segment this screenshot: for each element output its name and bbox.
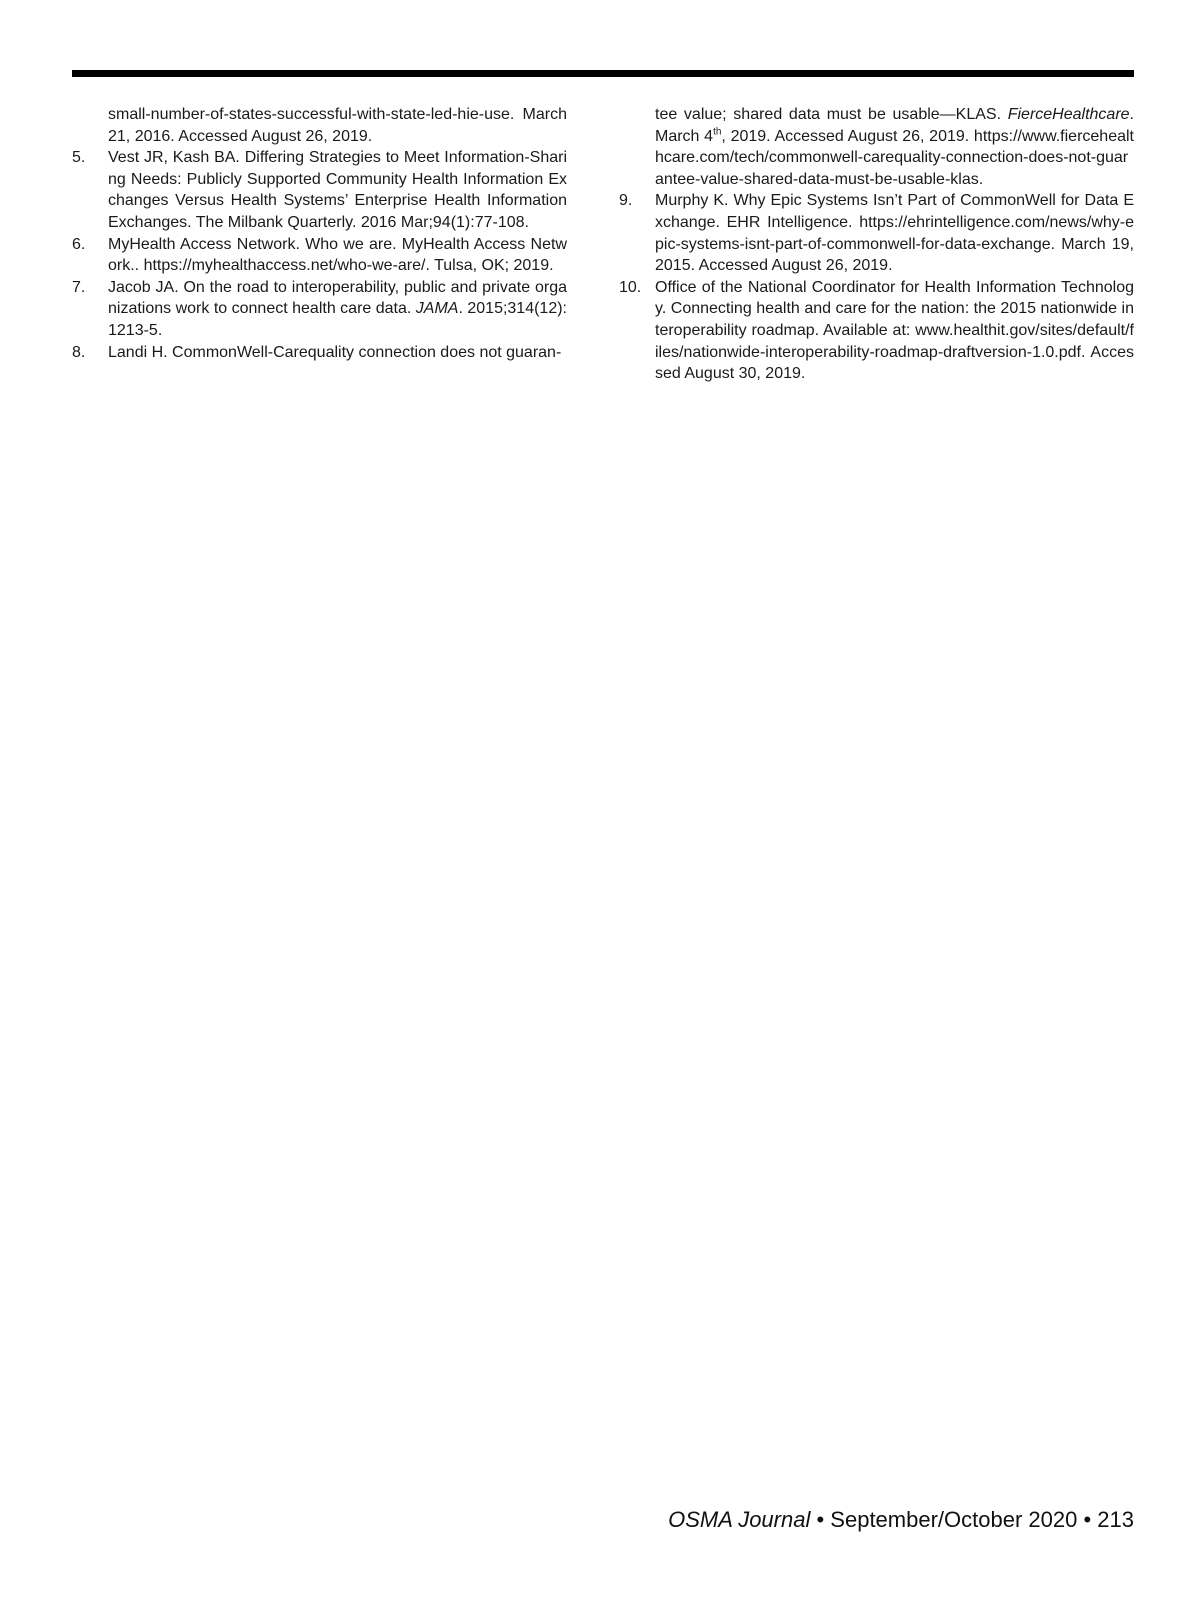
footer-separator: • <box>810 1507 831 1532</box>
reference-text: Vest JR, Kash BA. Differing Strategies to Meet Information-Sharing Needs: Publicly Supported Community Health Information Exchanges Versus Health Systems’ Enterprise Health Information Exchanges. The Milbank Quarterly. 2016 Mar;94(1):77-108. <box>108 149 567 231</box>
page-footer <box>668 1507 1134 1533</box>
reference-6 <box>72 234 567 277</box>
reference-text: Office of the National Coordinator for Health Information Technology. Connecting health and care for the nation: the 2015 nationwide interoperability roadmap. Available at: www.healthit.gov/sites/default/files/nationwide-interoperability-roadmap-draftversion-1.0.pdf. Accessed August 30, 2019. <box>655 278 1134 383</box>
footer-page-number: 213 <box>1097 1507 1134 1532</box>
footer-journal-name: OSMA Journal <box>668 1507 811 1532</box>
reference-8-continuation <box>619 104 1134 190</box>
reference-text: Murphy K. Why Epic Systems Isn’t Part of CommonWell for Data Exchange. EHR Intelligence. https://ehrintelligence.com/news/why-epic-systems-isnt-part-of-commonwell-for-data-exchange. March 19, 2015. Accessed August 26, 2019. <box>655 192 1134 275</box>
top-rule <box>72 70 1134 77</box>
reference-number: 6. <box>72 235 86 253</box>
footer-issue: September/October 2020 <box>830 1507 1078 1532</box>
continuation-after: , 2019. Accessed August 26, 2019. https://www.fiercehealthcare.com/tech/commonwell-carequality-connection-does-not-guarantee-value-shared-data-must-be-usable-klas. <box>655 127 1135 188</box>
reference-number: 8. <box>72 343 86 361</box>
reference-5 <box>72 147 567 233</box>
reference-text <box>108 277 567 342</box>
reference-text: MyHealth Access Network. Who we are. MyHealth Access Network.. https://myhealthaccess.net/who-we-are/. Tulsa, OK; 2019. <box>108 235 567 275</box>
continuation-mid: . March 4 <box>655 106 1134 145</box>
journal-name-italic: JAMA <box>415 300 459 318</box>
reference-number: 10. <box>619 278 642 296</box>
references-left-column <box>72 104 567 363</box>
reference-text-after: . 2015;314(12):1213-5. <box>108 300 567 339</box>
reference-number: 7. <box>72 278 86 296</box>
reference-text: Landi H. CommonWell-Carequality connection does not guaran- <box>108 343 562 361</box>
references-right-column <box>619 104 1134 385</box>
continuation-before: tee value; shared data must be usable—KLAS. <box>655 106 1008 123</box>
reference-10 <box>619 277 1134 385</box>
publication-name-italic: FierceHealthcare <box>1007 106 1130 123</box>
reference-number: 5. <box>72 149 86 167</box>
reference-4-continuation: small-number-of-states-successful-with-state-led-hie-use. March 21, 2016. Accessed August 26, 2019. <box>108 106 567 145</box>
reference-8 <box>72 342 567 364</box>
reference-9 <box>619 190 1134 276</box>
reference-7 <box>72 277 567 342</box>
reference-text-before: Jacob JA. On the road to interoperability, public and private organizations work to connect health care data. <box>108 278 567 318</box>
footer-separator: • <box>1077 1507 1098 1532</box>
reference-number: 9. <box>619 192 633 210</box>
ordinal-superscript: th <box>713 126 722 138</box>
